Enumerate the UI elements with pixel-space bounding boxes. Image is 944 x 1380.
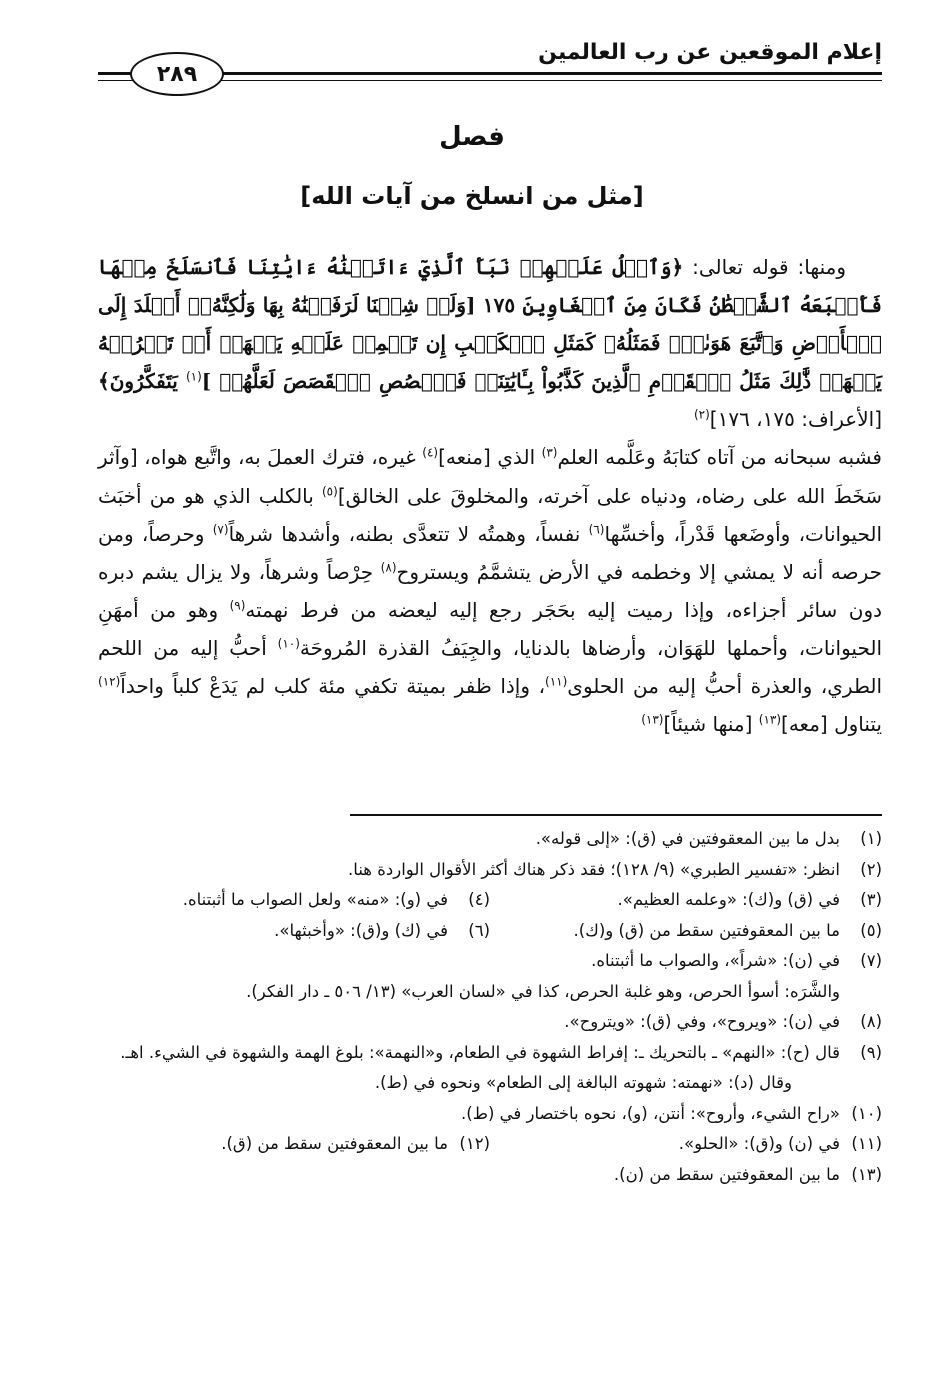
- verse-citation: [الأعراف: ١٧٥، ١٧٦]: [709, 407, 882, 432]
- body-text-span: يتناول [معه]: [781, 712, 882, 737]
- body-text-span: نفساً، وهمتُه لا تتعدَّى بطنه، وأشدها شرهاً: [228, 521, 589, 546]
- body-text-span: أحبُّ إليه من اللحم الطري، والعذرة أحبُّ إليه من الحلوى: [98, 635, 883, 699]
- footnote-ref[interactable]: (٥): [321, 483, 338, 498]
- footnote: [98, 824, 882, 855]
- footnote: [98, 1160, 882, 1191]
- footnote-text: في (ن): «شراً»، والصواب ما أثبتناه.: [591, 951, 840, 970]
- footnote-continuation: وقال (د): «نهمته: شهوته البالغة إلى الطعام» ونحوه في (ط).: [374, 1073, 792, 1092]
- footnote-ref[interactable]: (١٢): [98, 674, 121, 689]
- body-paragraph: [98, 248, 882, 438]
- footnote-text: ما بين المعقوفتين سقط من (ن).: [613, 1164, 840, 1184]
- footnote-number: (١٣): [851, 1164, 882, 1184]
- footnote-pair: [98, 1129, 882, 1160]
- footnote-number: (١٢): [459, 1134, 490, 1153]
- footnote: [98, 916, 490, 947]
- body-text-span: ، وإذا ظفر بميتة تكفي مئة كلب لم يَدَعْ كلباً واحداً: [120, 674, 546, 699]
- footnote-ref[interactable]: (٤): [422, 445, 439, 460]
- quran-verse: ﴿وَٱتۡلُ عَلَيۡهِمۡ نَبَأَ ٱلَّذِيٓ ءَاتَيۡنَٰهُ ءَايَٰتِنَا فَٱنسَلَخَ مِنۡهَا فَأَتۡبَعَهُ ٱلشَّيۡطَٰنُ فَكَانَ مِنَ ٱلۡغَاوِينَ ١٧٥ [وَلَوۡ شِئۡنَا لَرَفَعۡنَٰهُ بِهَا وَلَٰكِنَّهُۥٓ أَخۡلَدَ إِلَى ٱلۡأَرۡضِ وَٱتَّبَعَ هَوَىٰهُۚ فَمَثَلُهُۥ كَمَثَلِ ٱلۡكَلۡبِ إِن تَحۡمِلۡ عَلَيۡهِ يَلۡهَثۡ أَوۡ تَتۡرُكۡهُ يَلۡهَثۚ ذَّٰلِكَ مَثَلُ ٱلۡقَوۡمِ ٱلَّذِينَ كَذَّبُواْ بِـَٔايَٰتِنَاۚ فَٱقۡصُصِ ٱلۡقَصَصَ لَعَلَّهُمۡ ]: [98, 255, 882, 394]
- footnote: [98, 1007, 882, 1038]
- footnote-number: (٨): [860, 1012, 882, 1031]
- body-text-span: بالكلب الذي هو من أخبَث الحيوانات، وأوضَعها قَدْراً، وأخسِّها: [98, 483, 882, 546]
- footnote: [98, 885, 490, 916]
- footnote: [98, 1038, 882, 1069]
- body-text-span: الذي [منعه]: [438, 445, 542, 470]
- footnote: [98, 1129, 490, 1160]
- footnote-number: (٤): [468, 890, 490, 909]
- footnote-text: في (ك) و(ق): «وأخبثها».: [274, 920, 448, 940]
- footnote-ref[interactable]: (١٣): [641, 712, 664, 727]
- footnote: [490, 1129, 882, 1160]
- footnote-text: ما بين المعقوفتين سقط من (ق).: [221, 1134, 448, 1153]
- footnote-number: (٩): [860, 1042, 882, 1062]
- footnote: [98, 946, 882, 977]
- section-word: فصل: [439, 122, 505, 152]
- running-title: إعلام الموقعين عن رب العالمين: [538, 40, 882, 65]
- footnote-ref[interactable]: (١١): [545, 674, 568, 689]
- footnote: [490, 885, 882, 916]
- body-intro: ومنها: قوله تعالى:: [683, 255, 846, 279]
- footnote-text: بدل ما بين المعقوفتين في (ق): «إلى قوله».: [535, 829, 840, 848]
- main-body-text: [98, 248, 882, 743]
- footnote-text: في (ق) و(ك): «وعلمه العظيم».: [617, 890, 840, 909]
- footnote-number: (٣): [860, 890, 882, 909]
- footnote-text: «راح الشيء، وأروح»: أنتن، (و)، نحوه باختصار في (ط).: [461, 1103, 840, 1123]
- footnote-ref[interactable]: (٢): [693, 407, 710, 422]
- body-text-span: حِرْصاً وشرهاً، ولا يزال يشم دبره دون سائر أجزاءه، وإذا رميت إليه بحَجَر رجع إليه ليعضه من فرط نهمته: [98, 559, 883, 622]
- footnote: [98, 855, 882, 886]
- footnote-number: (٥): [860, 920, 882, 940]
- footnote-separator: [350, 814, 882, 816]
- quran-verse-end: يَتَفَكَّرُونَ﴾: [98, 369, 186, 394]
- footnote-ref[interactable]: (٦): [588, 522, 605, 536]
- footnote-ref[interactable]: (١): [185, 369, 202, 384]
- body-text-span: فشبه سبحانه من آتاه كتابَهُ وعَلَّمه العلم: [557, 445, 882, 470]
- body-text-span: وهو من أمهَنِ الحيوانات، وأحملها للهَوَان، وأرضاها بالدنايا، والجِيَفُ القذرة المُروحَة: [98, 597, 883, 660]
- footnote-ref[interactable]: (١٣): [758, 712, 782, 727]
- footnote-pair: [98, 885, 882, 916]
- body-paragraph: [98, 438, 882, 743]
- footnotes-section: [98, 824, 882, 1190]
- footnote-text: ما بين المعقوفتين سقط من (ق) و(ك).: [573, 920, 840, 940]
- footnote-continuation: والشَّرَه: أسوأ الحرص، وهو غلبة الحرص، كذا في «لسان العرب» (١٣/ ٥٠٦ ـ دار الفكر).: [246, 981, 840, 1001]
- footnote-ref[interactable]: (١٠): [277, 636, 300, 651]
- footnote-text: قال (ح): «النهم» ـ بالتحريك ـ: إفراط الشهوة في الطعام، و«النهمة»: بلوغ الهمة والشهوة في الشيء. اهـ.: [120, 1042, 840, 1062]
- body-text-span: وحرصاً، ومن حرصه أنه لا يمشي إلا وخطمه في الأرض يتشمَّمُ ويستروح: [98, 521, 882, 584]
- footnote-number: (٢): [860, 859, 882, 879]
- footnote-ref[interactable]: (٨): [380, 560, 397, 575]
- footnote-number: (١٠): [851, 1103, 882, 1123]
- footnote-ref[interactable]: (٩): [229, 598, 246, 613]
- page-number: ٢٨٩: [130, 52, 224, 96]
- footnote-number: (١١): [851, 1134, 882, 1153]
- body-text-span: غيره، فترك العملَ به، واتَّبع هواه، [وآثر سَخَطَ الله على رضاه، ودنياه على آخرته، والمخلوقَ على الخالق]: [98, 445, 882, 508]
- footnote-pair: [98, 916, 882, 947]
- footnote-number: (٧): [860, 951, 882, 970]
- body-text-span: [منها شيئاً]: [663, 712, 759, 737]
- footnote-number: (١): [860, 829, 882, 848]
- footnote: [98, 1099, 882, 1130]
- footnote-text: انظر: «تفسير الطبري» (٩/ ١٢٨)؛ فقد ذكر هناك أكثر الأقوال الواردة هنا.: [348, 859, 840, 879]
- footnote-ref[interactable]: (٧): [212, 522, 229, 536]
- footnote-ref[interactable]: (٣): [541, 445, 558, 460]
- footnote-text: في (ن): «ويروح»، وفي (ق): «ويتروح».: [564, 1012, 840, 1031]
- footnote-text: في (ن) و(ق): «الحلو».: [678, 1134, 840, 1153]
- footnote-number: (٦): [468, 920, 490, 940]
- section-heading: [مثل من انسلخ من آيات الله]: [300, 182, 644, 210]
- footnote: [490, 916, 882, 947]
- footnote-text: في (و): «منه» ولعل الصواب ما أثبتناه.: [182, 890, 448, 909]
